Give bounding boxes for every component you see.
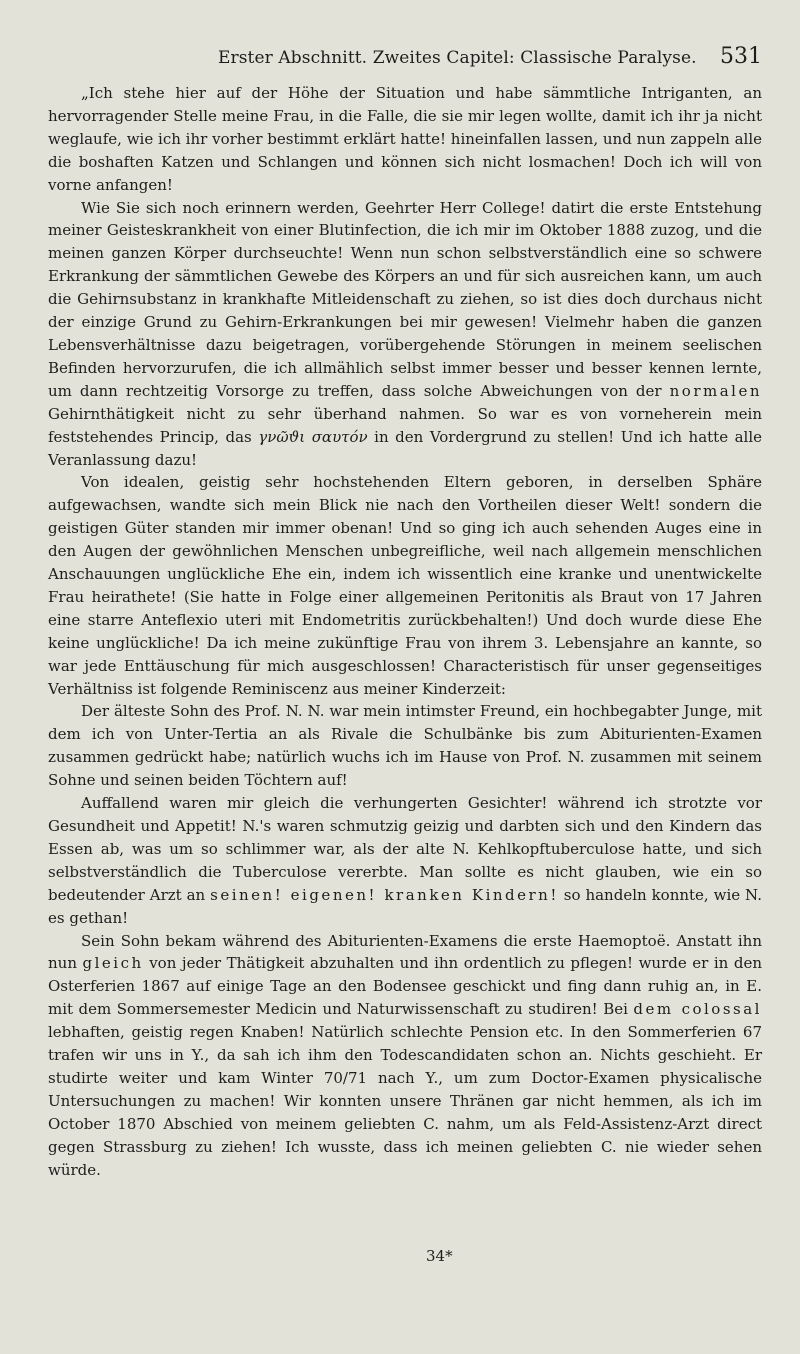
greek-phrase: γνῶϑι σαυτόν [258,427,368,446]
spaced-emphasis: seinen! eigenen! kranken Kindern! [210,885,559,904]
paragraph [48,700,762,792]
paragraph [48,792,762,929]
text-run: Auffallend waren mir gleich die verhungerten Gesichter! während ich strotzte vor Gesundheit und Appetit! N.'s waren schmutzig geizig und darbten sich und den Kindern das Essen ab, was um so schlimmer war, als der alte N. Kehlkopftuberculose hatte, und sich selbstverständlich die Tuberculose vererbte. Man sollte es nicht glauben, wie ein so bedeutender Arzt an [48,794,762,904]
text-run: „Ich stehe hier auf der Höhe der Situation und habe sämmtliche Intriganten, an hervorragender Stelle meine Frau, in die Falle, die sie mir legen wollte, damit ich ihr ja nicht weglaufe, wie ich ihr vorher bestimmt erklärt hatte! hineinfallen lassen, und nun zappeln alle die boshaften Katzen und Schlangen und können sich nicht losmachen! Doch ich will von vorne anfangen! [48,84,762,194]
paragraph [48,82,762,197]
text-run: Der älteste Sohn des Prof. N. N. war mein intimster Freund, ein hochbegabter Junge, mit dem ich von Unter-Tertia an als Rivale die Schulbänke bis zum Abiturienten-Examen zusammen gedrückt habe; natürlich wuchs ich im Hause von Prof. N. zusammen mit seinem Sohne und seinen beiden Töchtern auf! [48,702,762,790]
paragraph [48,197,762,472]
running-header [48,44,762,82]
text-run: in den Vordergrund zu stellen! Und ich hatte alle Veranlassung dazu! [48,427,763,469]
text-run: von jeder Thätigkeit abzuhalten und ihn ordentlich zu pflegen! wurde er in den Osterferien 1867 auf einige Tage an den Bodensee geschickt und fing dann ruhig an, in E. mit dem Sommersemester Medicin und Naturwissenschaft zu studiren! Bei [48,954,763,1019]
chapter-title: Erster Abschnitt. Zweites Capitel: Classische Paralyse. [218,48,697,68]
spaced-emphasis: normalen [669,381,762,400]
paragraph [48,471,762,700]
paragraph [48,930,762,1182]
text-run: Gehirnthätigkeit nicht zu sehr überhand nahmen. So war es von vorneherein mein feststehendes Princip, das [48,404,762,446]
text-run: lebhaften, geistig regen Knaben! Natürlich schlechte Pension etc. In den Sommerferien 67 trafen wir uns in Y., da sah ich ihm den Todescandidaten schon an. Nichts geschieht. Er studirte weiter und kam Winter 70/71 nach Y., um zum Doctor-Examen physicalische Untersuchungen zu machen! Wir konnten unsere Thränen gar nicht hemmen, als ich im October 1870 Abschied von meinem geliebten C. nahm, um als Feld-Assistenz-Arzt direct gegen Strassburg zu ziehen! Ich wusste, dass ich meinen geliebten C. nie wieder sehen würde. [48,1023,762,1179]
text-run: Wie Sie sich noch erinnern werden, Geehrter Herr College! datirt die erste Entstehung meiner Geisteskrankheit von einer Blutinfection, die ich mir im Oktober 1888 zuzog, und die meinen ganzen Körper durchseuchte! Wenn nun schon selbstverständlich eine so schwere Erkrankung der sämmtlichen Gewebe des Körpers an und für sich ausreichen kann, um auch die Gehirnsubstanz in krankhafte Mitleidenschaft zu ziehen, so ist dies doch durchaus nicht der einzige Grund zu Gehirn-Erkrankungen bei mir gewesen! Vielmehr haben die ganzen Lebensverhältnisse dazu beigetragen, vorübergehende Störungen in meinem seelischen Befinden hervorzurufen, die ich allmählich selbst immer besser und besser kennen lernte, um dann rechtzeitig Vorsorge zu treffen, dass solche Abweichungen von der [48,198,762,400]
page-number: 531 [720,44,762,69]
text-run: Von idealen, geistig sehr hochstehenden Eltern geboren, in derselben Sphäre aufgewachsen, wandte sich mein Blick nie nach den Vortheilen dieser Welt! sondern die geistigen Güter standen mir immer obenan! Und so ging ich auch sehenden Auges eine in den Augen der gewöhnlichen Menschen unbegreifliche, weil nach allgemein menschlichen Anschauungen unglückliche Ehe ein, indem ich wissentlich eine kranke und unentwickelte Frau heirathete! (Sie hatte in Folge einer allgemeinen Peritonitis als Braut von 17 Jahren eine starre Anteflexio uteri mit Endometritis zurückbehalten!) Und doch wurde diese Ehe keine unglückliche! Da ich meine zukünftige Frau von ihrem 3. Lebensjahre an kannte, so war jede Enttäuschung für mich ausgeschlossen! Characteristisch für unser gegenseitiges Verhältniss ist folgende Reminiscenz aus meiner Kinderzeit: [48,473,762,698]
body-text [48,82,762,1182]
text-run: Sein Sohn bekam während des Abiturienten-Examens die erste Haemoptoë. Anstatt ihn nun [48,931,762,973]
spaced-emphasis: dem colossal [633,1000,762,1019]
signature-mark: 34* [426,1247,453,1265]
spaced-emphasis: gleich [82,954,144,973]
text-run: so handeln konnte, wie N. es gethan! [48,885,762,927]
